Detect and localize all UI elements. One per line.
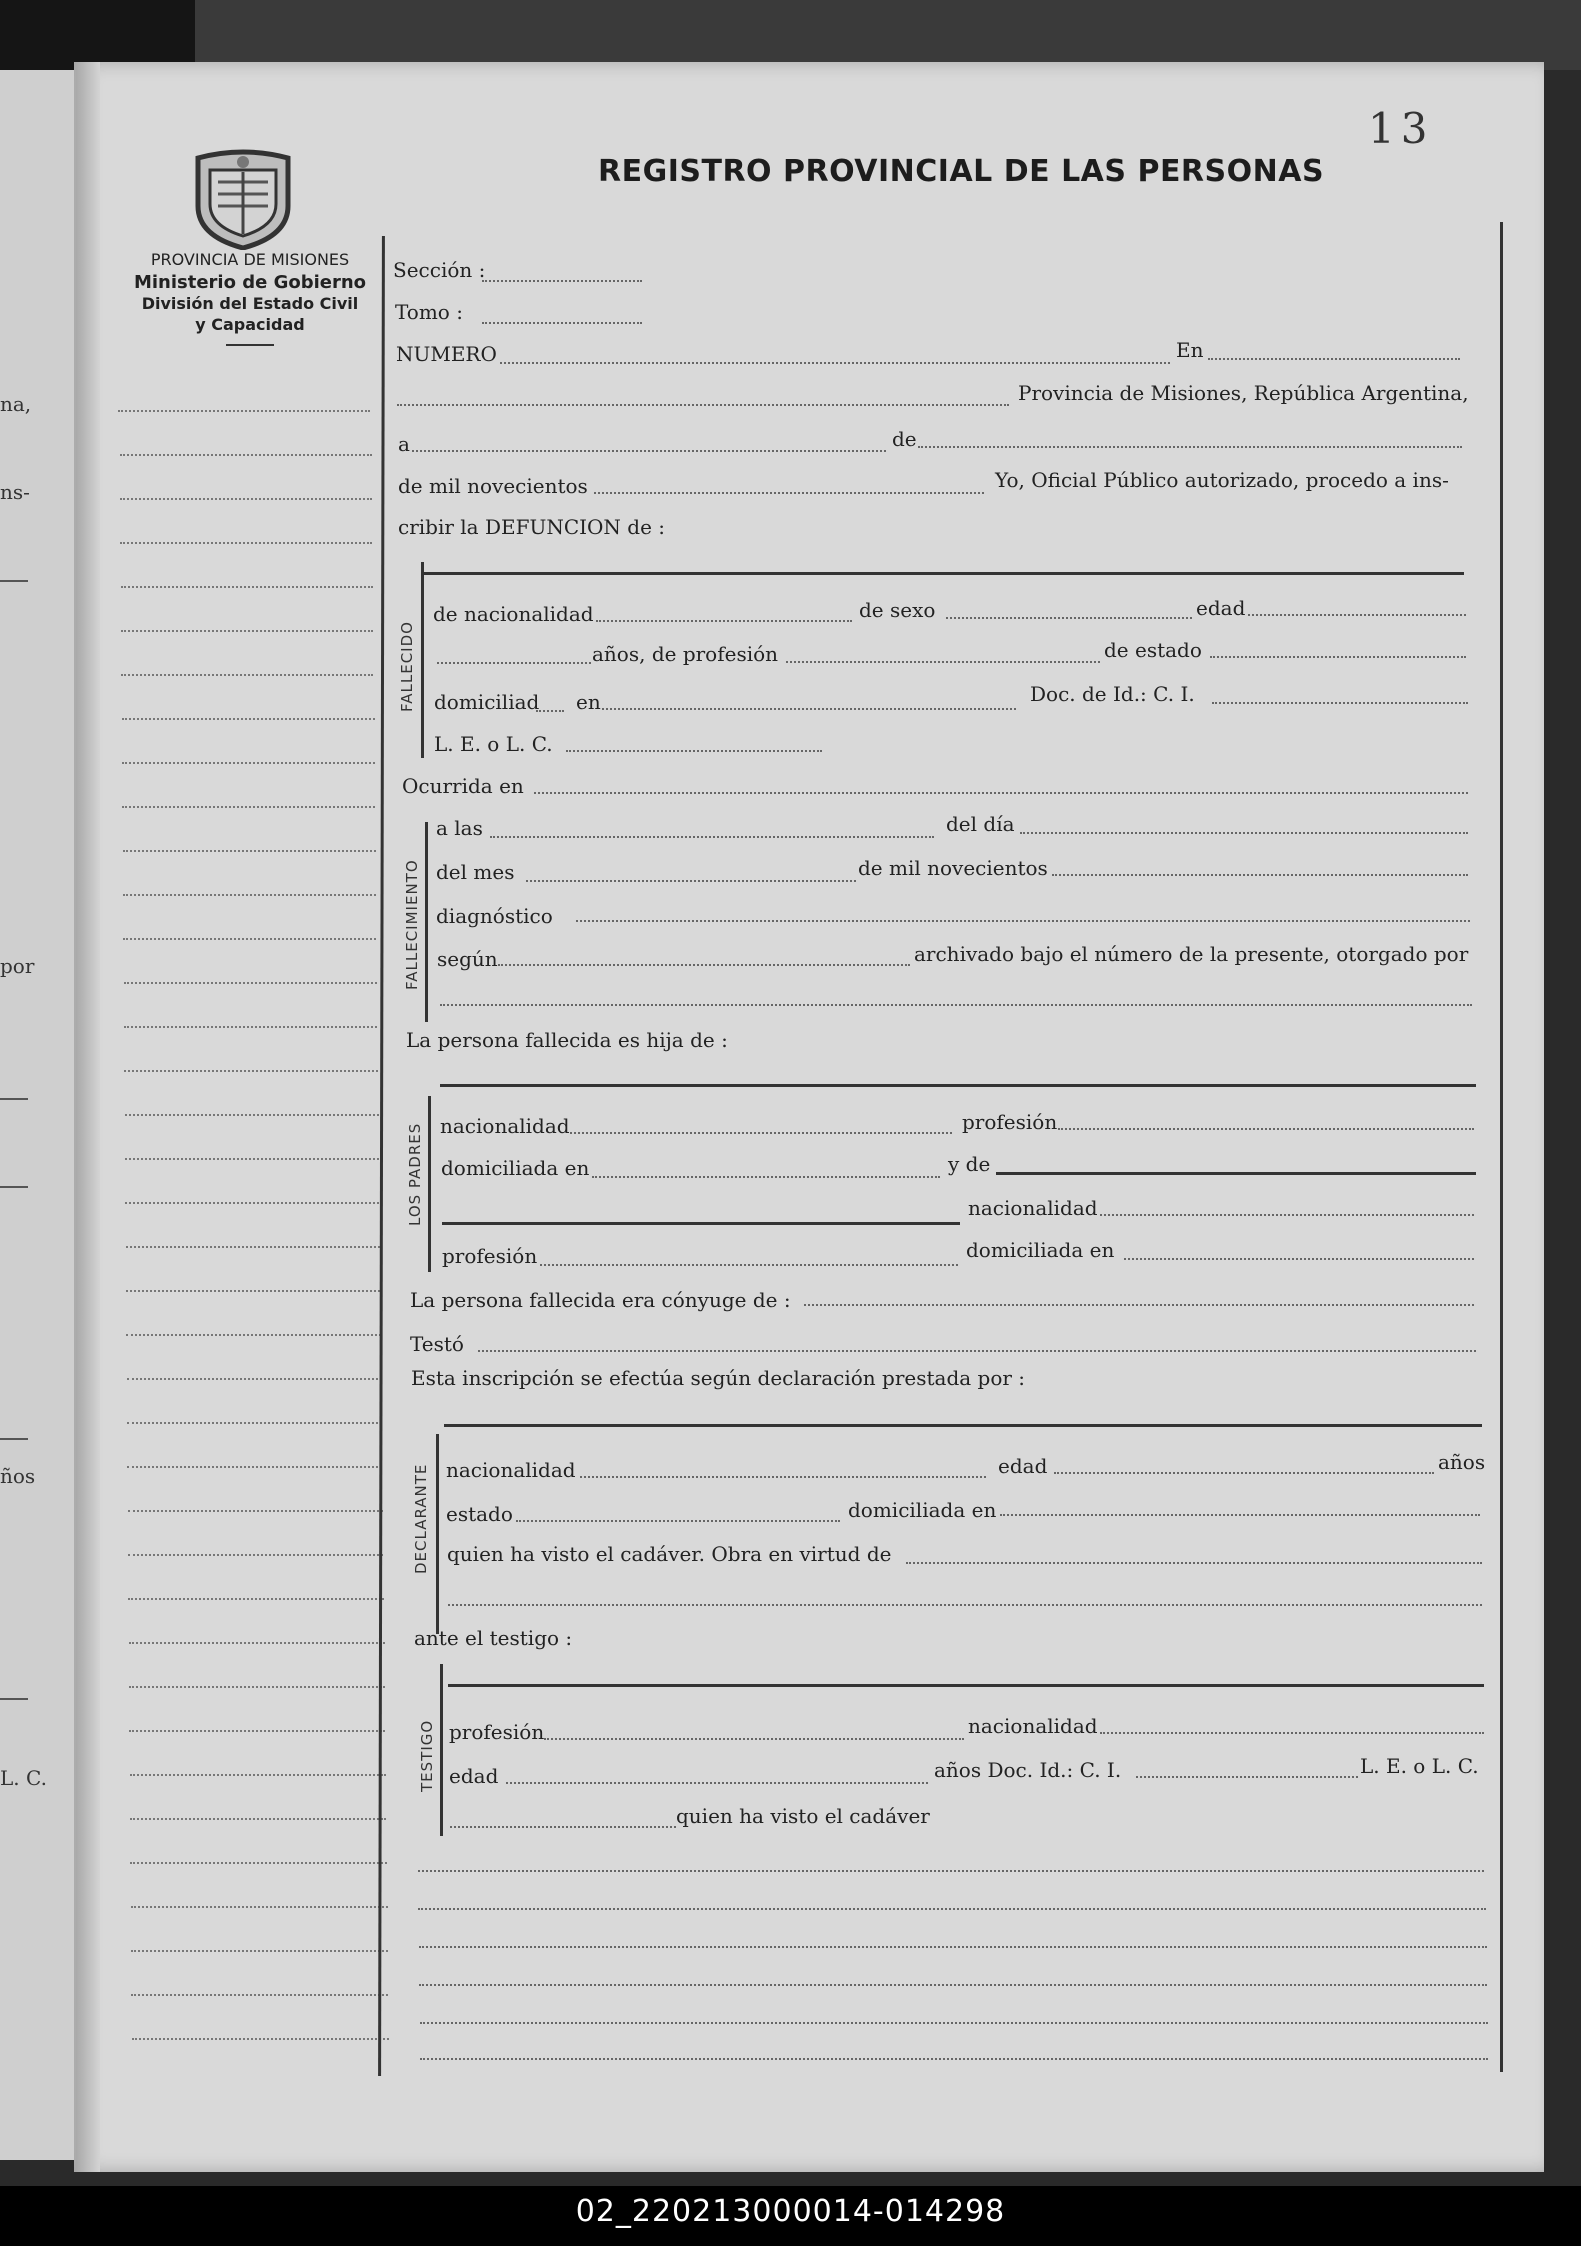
- provincial-emblem-icon: [190, 148, 296, 250]
- ante-testigo-label: ante el testigo :: [414, 1626, 573, 1650]
- testigo-nacionalidad-label: nacionalidad: [968, 1714, 1098, 1738]
- declarante-estado-field[interactable]: [516, 1520, 840, 1522]
- madre-profesion-label: profesión: [442, 1244, 538, 1268]
- testigo-name-field[interactable]: [448, 1684, 1484, 1687]
- sexo-field[interactable]: [946, 617, 1192, 619]
- margin-line: [120, 542, 372, 544]
- margin-line: [130, 1818, 386, 1820]
- segun-label: según: [437, 947, 498, 971]
- madre-nacionalidad-label: nacionalidad: [968, 1196, 1098, 1220]
- numero-field[interactable]: [500, 362, 1170, 364]
- left-fragment-2: ns-: [0, 480, 30, 504]
- declarante-domicilio-field[interactable]: [1000, 1514, 1480, 1516]
- testigo-le-lc-label: L. E. o L. C.: [1360, 1754, 1479, 1778]
- margin-line: [126, 1290, 380, 1292]
- testigo-le-lc-field[interactable]: [450, 1826, 676, 1828]
- domiciliad-label: domiciliad: [434, 690, 540, 714]
- left-rule: [0, 1098, 28, 1100]
- ministry-block: [105, 250, 395, 346]
- declarante-anos-label: años: [1438, 1450, 1486, 1474]
- cribir-label: cribir la DEFUNCION de :: [398, 515, 666, 539]
- anos-field[interactable]: [437, 662, 591, 664]
- hija-de-label: La persona fallecida es hija de :: [406, 1028, 728, 1052]
- notes-line[interactable]: [420, 2022, 1488, 2024]
- seccion-field[interactable]: [482, 280, 642, 282]
- margin-line: [121, 586, 373, 588]
- fallecimiento-anio-field[interactable]: [1052, 874, 1468, 876]
- de-label: de: [892, 427, 917, 451]
- conyuge-label: La persona fallecida era cónyuge de :: [410, 1288, 791, 1312]
- padre-domiciliada-label: domiciliada en: [441, 1156, 590, 1180]
- y-de-label: y de: [948, 1152, 991, 1176]
- background-top-right: [195, 0, 1581, 70]
- margin-line: [122, 718, 375, 720]
- margin-line: [127, 1466, 382, 1468]
- segun-field[interactable]: [498, 964, 910, 966]
- page-binding: [76, 62, 100, 2172]
- ci-field[interactable]: [1212, 702, 1468, 704]
- padre-name-field[interactable]: [440, 1084, 1476, 1087]
- ocurrida-label: Ocurrida en: [402, 774, 524, 798]
- en-label: En: [1176, 338, 1204, 362]
- page-number: 13: [1368, 104, 1434, 153]
- estado-field[interactable]: [1210, 656, 1466, 658]
- declarante-cadaver-label: quien ha visto el cadáver. Obra en virtud de: [447, 1542, 892, 1566]
- margin-line: [131, 1906, 388, 1908]
- testigo-cadaver-label: quien ha visto el cadáver: [676, 1804, 930, 1828]
- margin-line: [120, 454, 372, 456]
- division-name: División del Estado Civil: [141, 294, 359, 314]
- padre-nacionalidad-label: nacionalidad: [440, 1114, 570, 1138]
- margin-line: [130, 1862, 387, 1864]
- left-fragment-4: ños: [0, 1464, 36, 1488]
- padres-section-label: LOS PADRES: [406, 1122, 424, 1226]
- de-field[interactable]: [918, 446, 1462, 448]
- numero-label: NUMERO: [396, 342, 497, 366]
- right-border: [1500, 222, 1503, 2072]
- declarante-edad-label: edad: [998, 1454, 1048, 1478]
- domicilio-field[interactable]: [602, 708, 1016, 710]
- margin-line: [120, 498, 372, 500]
- fallecido-name-field[interactable]: [424, 572, 1464, 575]
- margin-line: [124, 982, 377, 984]
- madre-domicilio-field[interactable]: [1124, 1258, 1474, 1260]
- testigo-bracket: [440, 1664, 443, 1836]
- notes-line[interactable]: [419, 1984, 1487, 1986]
- padre-domicilio-field[interactable]: [592, 1176, 940, 1178]
- margin-line: [122, 762, 375, 764]
- margin-line: [128, 1554, 383, 1556]
- diagnostico-field[interactable]: [576, 920, 1470, 922]
- declarante-section-label: DECLARANTE: [412, 1463, 430, 1574]
- madre-profesion-field[interactable]: [540, 1264, 958, 1266]
- notes-line[interactable]: [418, 1870, 1484, 1872]
- fallecido-nacionalidad-field[interactable]: [596, 620, 852, 622]
- page-title: REGISTRO PROVINCIAL DE LAS PERSONAS: [598, 154, 1325, 189]
- declarante-name-field[interactable]: [444, 1424, 1482, 1427]
- doc-id-label: Doc. de Id.: C. I.: [1030, 682, 1195, 706]
- register-page: [74, 62, 1544, 2172]
- margin-line: [131, 1994, 388, 1996]
- margin-line: [129, 1686, 385, 1688]
- left-fragment-5: L. C.: [0, 1766, 47, 1790]
- madre-name-continuation-field[interactable]: [442, 1222, 960, 1225]
- fallecimiento-anio-label: de mil novecientos: [858, 856, 1048, 880]
- left-rule: [0, 1438, 28, 1440]
- testo-field[interactable]: [478, 1350, 1476, 1352]
- diagnostico-label: diagnóstico: [436, 904, 553, 928]
- domicilio-en-label: en: [576, 690, 601, 714]
- inscripcion-label: Esta inscripción se efectúa según declaración prestada por :: [411, 1366, 1026, 1390]
- margin-line: [128, 1510, 383, 1512]
- de-estado-label: de estado: [1104, 638, 1202, 662]
- de-sexo-label: de sexo: [859, 598, 936, 622]
- margin-line: [123, 850, 376, 852]
- notes-line[interactable]: [420, 2058, 1488, 2060]
- testigo-profesion-field[interactable]: [544, 1738, 964, 1740]
- del-dia-label: del día: [946, 812, 1015, 836]
- de-nacionalidad-label: de nacionalidad: [433, 602, 594, 626]
- archivado-label: archivado bajo el número de la presente, otorgado por: [914, 942, 1469, 966]
- fallecimiento-bracket: [425, 822, 428, 1022]
- edad-field[interactable]: [1248, 614, 1466, 616]
- a-field[interactable]: [412, 450, 886, 452]
- margin-line: [126, 1246, 380, 1248]
- tomo-field[interactable]: [482, 322, 642, 324]
- margin-line: [130, 1774, 386, 1776]
- left-fragment-1: na,: [0, 392, 32, 416]
- madre-domiciliada-label: domiciliada en: [966, 1238, 1115, 1262]
- en-field[interactable]: [1208, 358, 1460, 360]
- provincia-label: Provincia de Misiones, República Argentina,: [1018, 381, 1469, 405]
- province-name: PROVINCIA DE MISIONES: [150, 250, 350, 269]
- declarante-nacionalidad-label: nacionalidad: [446, 1458, 576, 1482]
- declarante-domiciliada-label: domiciliada en: [848, 1498, 997, 1522]
- dia-field[interactable]: [1020, 832, 1468, 834]
- testigo-edad-field[interactable]: [506, 1782, 928, 1784]
- madre-name-field[interactable]: [996, 1172, 1476, 1175]
- seccion-label: Sección :: [393, 258, 486, 282]
- margin-line: [125, 1158, 379, 1160]
- ocurrida-field[interactable]: [534, 792, 1468, 794]
- le-lc-label: L. E. o L. C.: [434, 732, 553, 756]
- margin-line: [118, 410, 370, 412]
- declarante-estado-label: estado: [446, 1502, 513, 1526]
- margin-line: [125, 1114, 379, 1116]
- le-lc-field[interactable]: [566, 750, 822, 752]
- image-id-label: 02_220213000014-014298: [575, 2194, 1006, 2229]
- margin-line: [127, 1378, 382, 1380]
- left-rule: [0, 1186, 28, 1188]
- year-field[interactable]: [594, 492, 984, 494]
- madre-nacionalidad-field[interactable]: [1100, 1214, 1474, 1216]
- margin-line: [132, 2038, 389, 2040]
- margin-line: [122, 806, 375, 808]
- padre-nacionalidad-field[interactable]: [570, 1132, 952, 1134]
- left-rule: [0, 1698, 28, 1700]
- margin-line: [128, 1598, 384, 1600]
- testigo-section-label: TESTIGO: [418, 1719, 436, 1792]
- padres-bracket: [428, 1096, 431, 1272]
- notes-line[interactable]: [418, 1908, 1486, 1910]
- mes-field[interactable]: [526, 880, 856, 882]
- margin-line: [121, 674, 373, 676]
- a-label: a: [398, 432, 410, 456]
- fallecimiento-section-label: FALLECIMIENTO: [403, 859, 421, 990]
- margin-line: [121, 630, 373, 632]
- place-field[interactable]: [397, 404, 1009, 406]
- left-fragment-3: por: [0, 954, 35, 978]
- anos-profesion-label: años, de profesión: [592, 642, 779, 666]
- testo-label: Testó: [410, 1332, 464, 1356]
- fallecido-section-label: FALLECIDO: [398, 621, 416, 712]
- domiciliad-suffix-field[interactable]: [536, 710, 564, 712]
- testigo-nacionalidad-field[interactable]: [1100, 1732, 1484, 1734]
- otorgado-por-field[interactable]: [440, 1004, 1472, 1006]
- fallecido-bracket: [421, 562, 424, 758]
- testigo-profesion-label: profesión: [449, 1720, 545, 1744]
- declarante-bracket: [436, 1434, 439, 1634]
- de-mil-novecientos-label: de mil novecientos: [398, 474, 588, 498]
- yo-oficial-label: Yo, Oficial Público autorizado, procedo a ins-: [995, 468, 1449, 492]
- margin-line: [127, 1422, 382, 1424]
- testigo-doc-label: años Doc. Id.: C. I.: [934, 1758, 1122, 1782]
- margin-line: [125, 1202, 379, 1204]
- del-mes-label: del mes: [436, 860, 515, 884]
- tomo-label: Tomo :: [395, 300, 463, 324]
- ministry-name: Ministerio de Gobierno: [133, 271, 367, 293]
- notes-line[interactable]: [419, 1946, 1487, 1948]
- margin-line: [123, 938, 376, 940]
- margin-line: [126, 1334, 381, 1336]
- declarante-nacionalidad-field[interactable]: [580, 1476, 986, 1478]
- edad-label: edad: [1196, 596, 1246, 620]
- left-rule: [0, 580, 28, 582]
- hora-field[interactable]: [490, 836, 934, 838]
- margin-line: [131, 1950, 388, 1952]
- margin-line: [124, 1026, 377, 1028]
- testigo-edad-label: edad: [449, 1764, 499, 1788]
- padre-profesion-field[interactable]: [1058, 1128, 1474, 1130]
- padre-profesion-label: profesión: [962, 1110, 1058, 1134]
- margin-line: [123, 894, 376, 896]
- profesion-field[interactable]: [786, 661, 1100, 663]
- margin-line: [129, 1730, 385, 1732]
- obra-en-virtud-field[interactable]: [906, 1562, 1482, 1564]
- margin-line: [129, 1642, 385, 1644]
- margin-line: [124, 1070, 378, 1072]
- conyuge-field[interactable]: [804, 1304, 1474, 1306]
- testigo-ci-field[interactable]: [1136, 1776, 1358, 1778]
- division-name-2: y Capacidad: [195, 314, 305, 334]
- ministry-rule: [226, 344, 274, 346]
- a-las-label: a las: [436, 816, 483, 840]
- declarante-edad-field[interactable]: [1054, 1472, 1434, 1474]
- obra-continuation-field[interactable]: [448, 1604, 1482, 1606]
